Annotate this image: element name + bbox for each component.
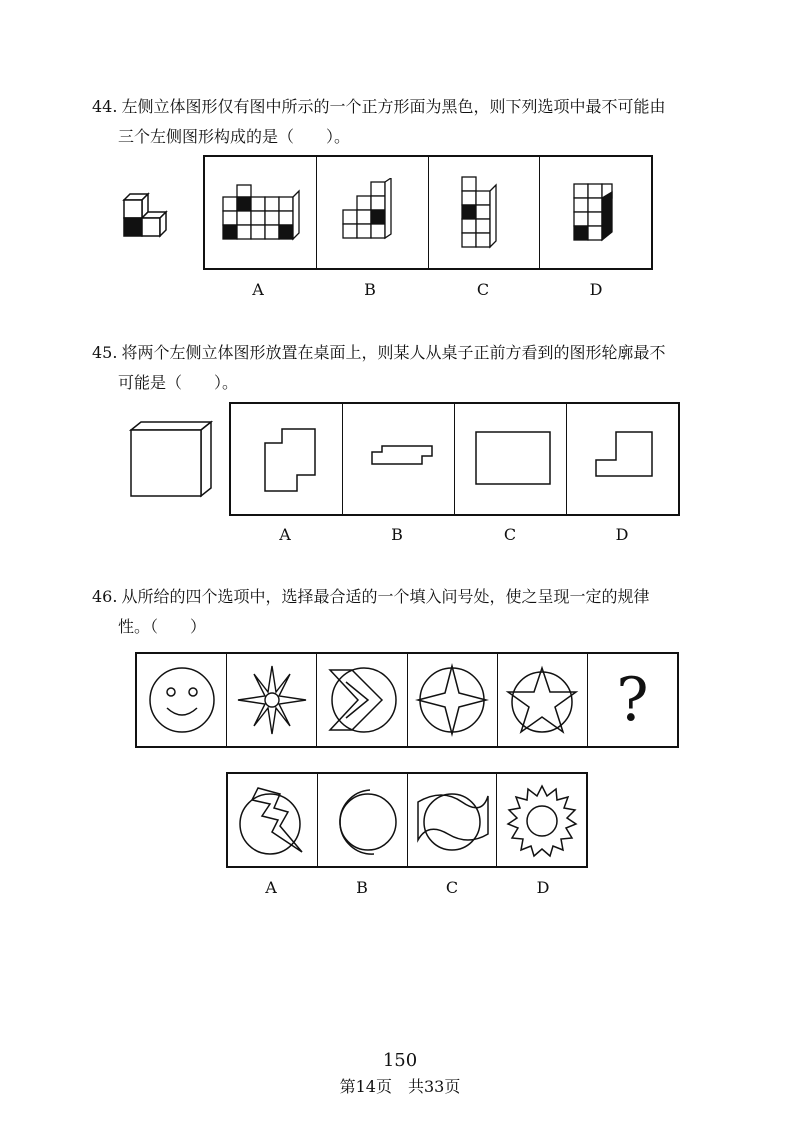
- q46-option-b-crescent-circle[interactable]: [318, 774, 408, 866]
- sun-star-icon: [227, 654, 317, 746]
- question-text-line1: 左侧立体图形仅有图中所示的一个正方形面为黑色，则下列选项中最不可能由: [121, 97, 666, 116]
- q44-label-b: B: [364, 280, 376, 299]
- page-number: 150: [382, 1050, 418, 1071]
- question-45: [92, 338, 732, 398]
- q44-label-c: C: [476, 280, 490, 299]
- question-mark: ?: [616, 665, 649, 735]
- q44-label-d: D: [589, 280, 603, 299]
- q46-label-b: B: [356, 878, 368, 897]
- four-point-star-circle-icon: [408, 654, 498, 746]
- q44-option-c-figure[interactable]: [429, 157, 541, 268]
- question-mark-cell: [588, 654, 677, 746]
- q44-label-a: A: [252, 280, 264, 299]
- question-text-line2: 三个左侧图形构成的是（ ）。: [118, 127, 351, 146]
- q46-option-c-banner-circle[interactable]: [408, 774, 498, 866]
- q44-option-a-figure[interactable]: [205, 157, 317, 268]
- question-46: [92, 582, 732, 642]
- q44-option-d-figure[interactable]: [540, 157, 651, 268]
- smiley-face-icon: [137, 654, 227, 746]
- q45-label-a: A: [279, 525, 291, 544]
- q45-option-d-figure[interactable]: [567, 404, 678, 514]
- q46-option-d-sunburst-circle[interactable]: [497, 774, 586, 866]
- q46-options-panel: [226, 772, 588, 868]
- q46-option-a-lightning-circle[interactable]: [228, 774, 318, 866]
- q45-label-c: C: [503, 525, 517, 544]
- page-info: 第14页 共33页: [339, 1077, 461, 1096]
- question-text-line2: 可能是（ ）。: [118, 373, 239, 392]
- question-text-line1: 将两个左侧立体图形放置在桌面上，则某人从桌子正前方看到的图形轮廓最不: [121, 343, 666, 362]
- q45-options-panel: [229, 402, 680, 516]
- question-number: 44.: [92, 97, 118, 116]
- chevron-circle-icon: [317, 654, 407, 746]
- q45-option-b-figure[interactable]: [343, 404, 455, 514]
- q46-label-c: C: [445, 878, 459, 897]
- q45-stem-cube: [128, 420, 214, 500]
- q46-label-a: A: [265, 878, 277, 897]
- q45-label-d: D: [615, 525, 629, 544]
- question-number: 45.: [92, 343, 118, 362]
- q44-options-panel: [203, 155, 653, 270]
- q46-sequence-panel: [135, 652, 679, 748]
- q44-stem-figure: [120, 190, 172, 242]
- q44-option-b-figure[interactable]: [317, 157, 429, 268]
- q45-option-c-figure[interactable]: [455, 404, 567, 514]
- question-44: [92, 92, 732, 152]
- q46-label-d: D: [536, 878, 550, 897]
- question-text-line2: 性。（ ）: [118, 617, 207, 636]
- question-text-line1: 从所给的四个选项中，选择最合适的一个填入问号处，使之呈现一定的规律: [121, 587, 650, 606]
- five-point-star-circle-icon: [498, 654, 588, 746]
- question-number: 46.: [92, 587, 118, 606]
- q45-label-b: B: [391, 525, 403, 544]
- q45-option-a-figure[interactable]: [231, 404, 343, 514]
